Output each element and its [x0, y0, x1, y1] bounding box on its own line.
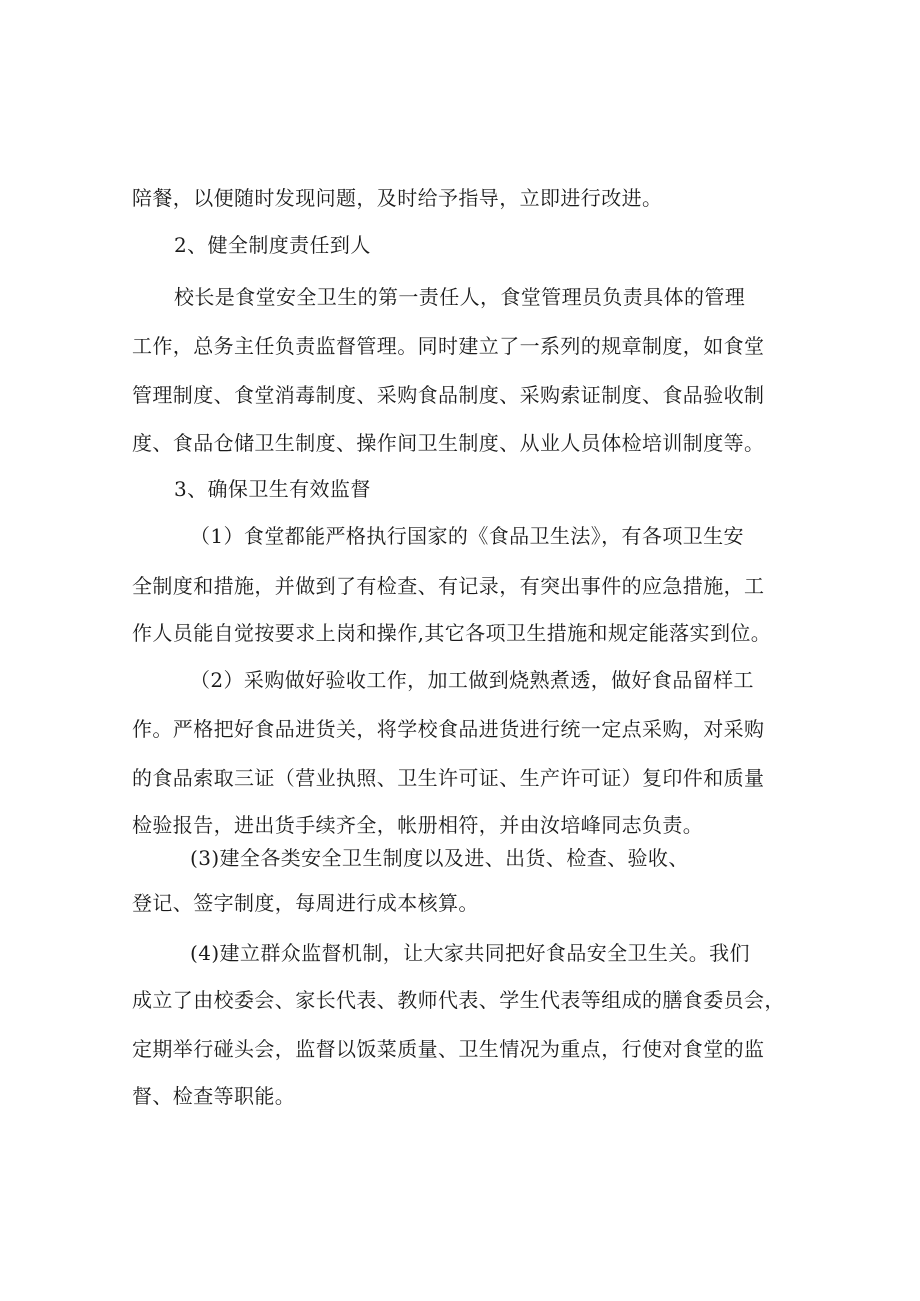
text-line: 管理制度、食堂消毒制度、采购食品制度、采购索证制度、食品验收制	[132, 383, 765, 407]
text-line: 陪餐，以便随时发现问题，及时给予指导，立即进行改进。	[132, 186, 663, 210]
text-line: 督、检查等职能。	[132, 1084, 296, 1108]
text-line: 作。严格把好食品进货关，将学校食品进货进行统一定点采购，对采购	[132, 717, 765, 741]
text-line: (3)建全各类安全卫生制度以及进、出货、检查、验收、	[190, 846, 689, 870]
text-line: 工作，总务主任负责监督管理。同时建立了一系列的规章制度，如食堂	[132, 334, 765, 358]
text-line: 登记、签字制度，每周进行成本核算。	[132, 891, 479, 915]
text-line: 的食品索取三证（营业执照、卫生许可证、生产许可证）复印件和质量	[132, 766, 765, 790]
text-line: (4)建立群众监督机制，让大家共同把好食品安全卫生关。我们	[190, 941, 750, 965]
text-line: 校长是食堂安全卫生的第一责任人，食堂管理员负责具体的管理	[174, 285, 746, 309]
text-line: 全制度和措施，并做到了有检查、有记录，有突出事件的应急措施，工	[132, 574, 765, 598]
text-line: 检验报告，进出货手续齐全，帐册相符，并由汝培峰同志负责。	[132, 813, 704, 837]
text-line: （2）采购做好验收工作，加工做到烧熟煮透，做好食品留样工	[190, 668, 754, 692]
text-line: 度、食品仓储卫生制度、操作间卫生制度、从业人员体检培训制度等。	[132, 431, 765, 455]
text-line: 成立了由校委会、家长代表、教师代表、学生代表等组成的膳食委员会，	[132, 988, 785, 1012]
text-line: （1）食堂都能严格执行国家的《食品卫生法》，有各项卫生安	[190, 524, 744, 548]
section-heading: 3、确保卫生有效监督	[174, 477, 371, 501]
section-heading: 2、健全制度责任到人	[174, 233, 371, 257]
text-line: 作人员能自觉按要求上岗和操作,其它各项卫生措施和规定能落实到位。	[132, 621, 772, 645]
text-line: 定期举行碰头会，监督以饭菜质量、卫生情况为重点，行使对食堂的监	[132, 1037, 765, 1061]
